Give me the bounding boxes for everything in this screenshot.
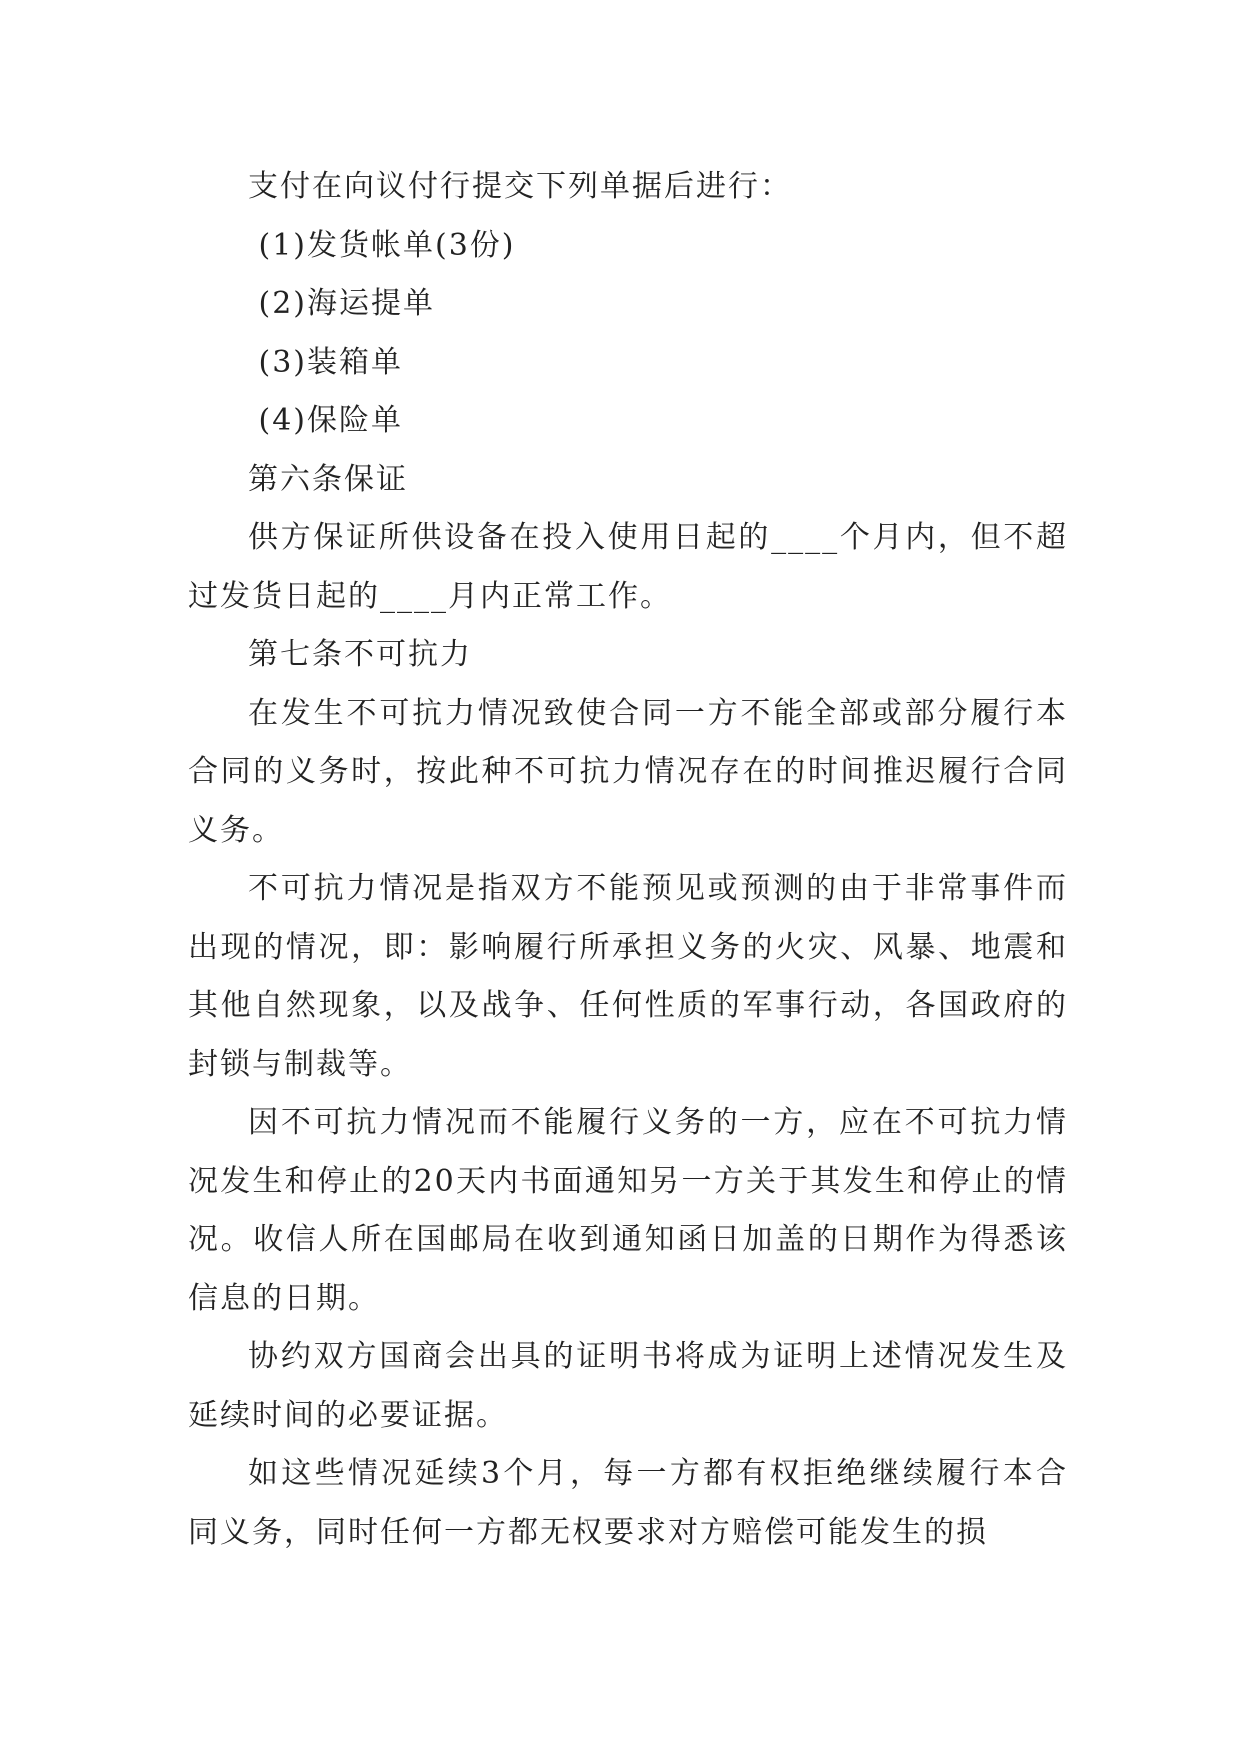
paragraph-payment-documents: 支付在向议付行提交下列单据后进行： (248, 169, 792, 204)
section-heading-warranty: 第六条保证 (248, 461, 408, 497)
paragraph-force-majeure-definition: 不可抗力情况是指双方不能预见或预测的由于非常事件而出现的情况，即：影响履行所承担义务的火灾、风暴、地震和其他自然现象，以及战争、任何性质的军事行动，各国政府的封锁与制裁等。 (188, 871, 1068, 1082)
list-item-bill-of-lading: (2)海运提单 (258, 286, 435, 321)
paragraph-force-majeure-notice: 因不可抗力情况而不能履行义务的一方，应在不可抗力情况发生和停止的20天内书面通知另一方关于其发生和停止的情况。收信人所在国邮局在收到通知函日加盖的日期作为得悉该信息的日期。 (188, 1105, 1068, 1316)
list-item-packing-list: (3)装箱单 (258, 344, 403, 380)
list-item-invoice: (1)发货帐单(3份) (258, 227, 516, 263)
paragraph-warranty: 供方保证所供设备在投入使用日起的____个月内，但不超过发货日起的____月内正常工作。 (188, 520, 1068, 614)
paragraph-force-majeure-delay: 在发生不可抗力情况致使合同一方不能全部或部分履行本合同的义务时，按此种不可抗力情况存在的时间推迟履行合同义务。 (188, 695, 1068, 848)
paragraph-force-majeure-certificate: 协约双方国商会出具的证明书将成为证明上述情况发生及延续时间的必要证据。 (188, 1339, 1068, 1433)
paragraph-force-majeure-termination: 如这些情况延续3个月，每一方都有权拒绝继续履行本合同义务，同时任何一方都无权要求对方赔偿可能发生的损 (188, 1456, 1068, 1550)
list-item-insurance: (4)保险单 (258, 403, 403, 438)
document-body (188, 158, 1068, 1562)
section-heading-force-majeure: 第七条不可抗力 (248, 637, 472, 672)
